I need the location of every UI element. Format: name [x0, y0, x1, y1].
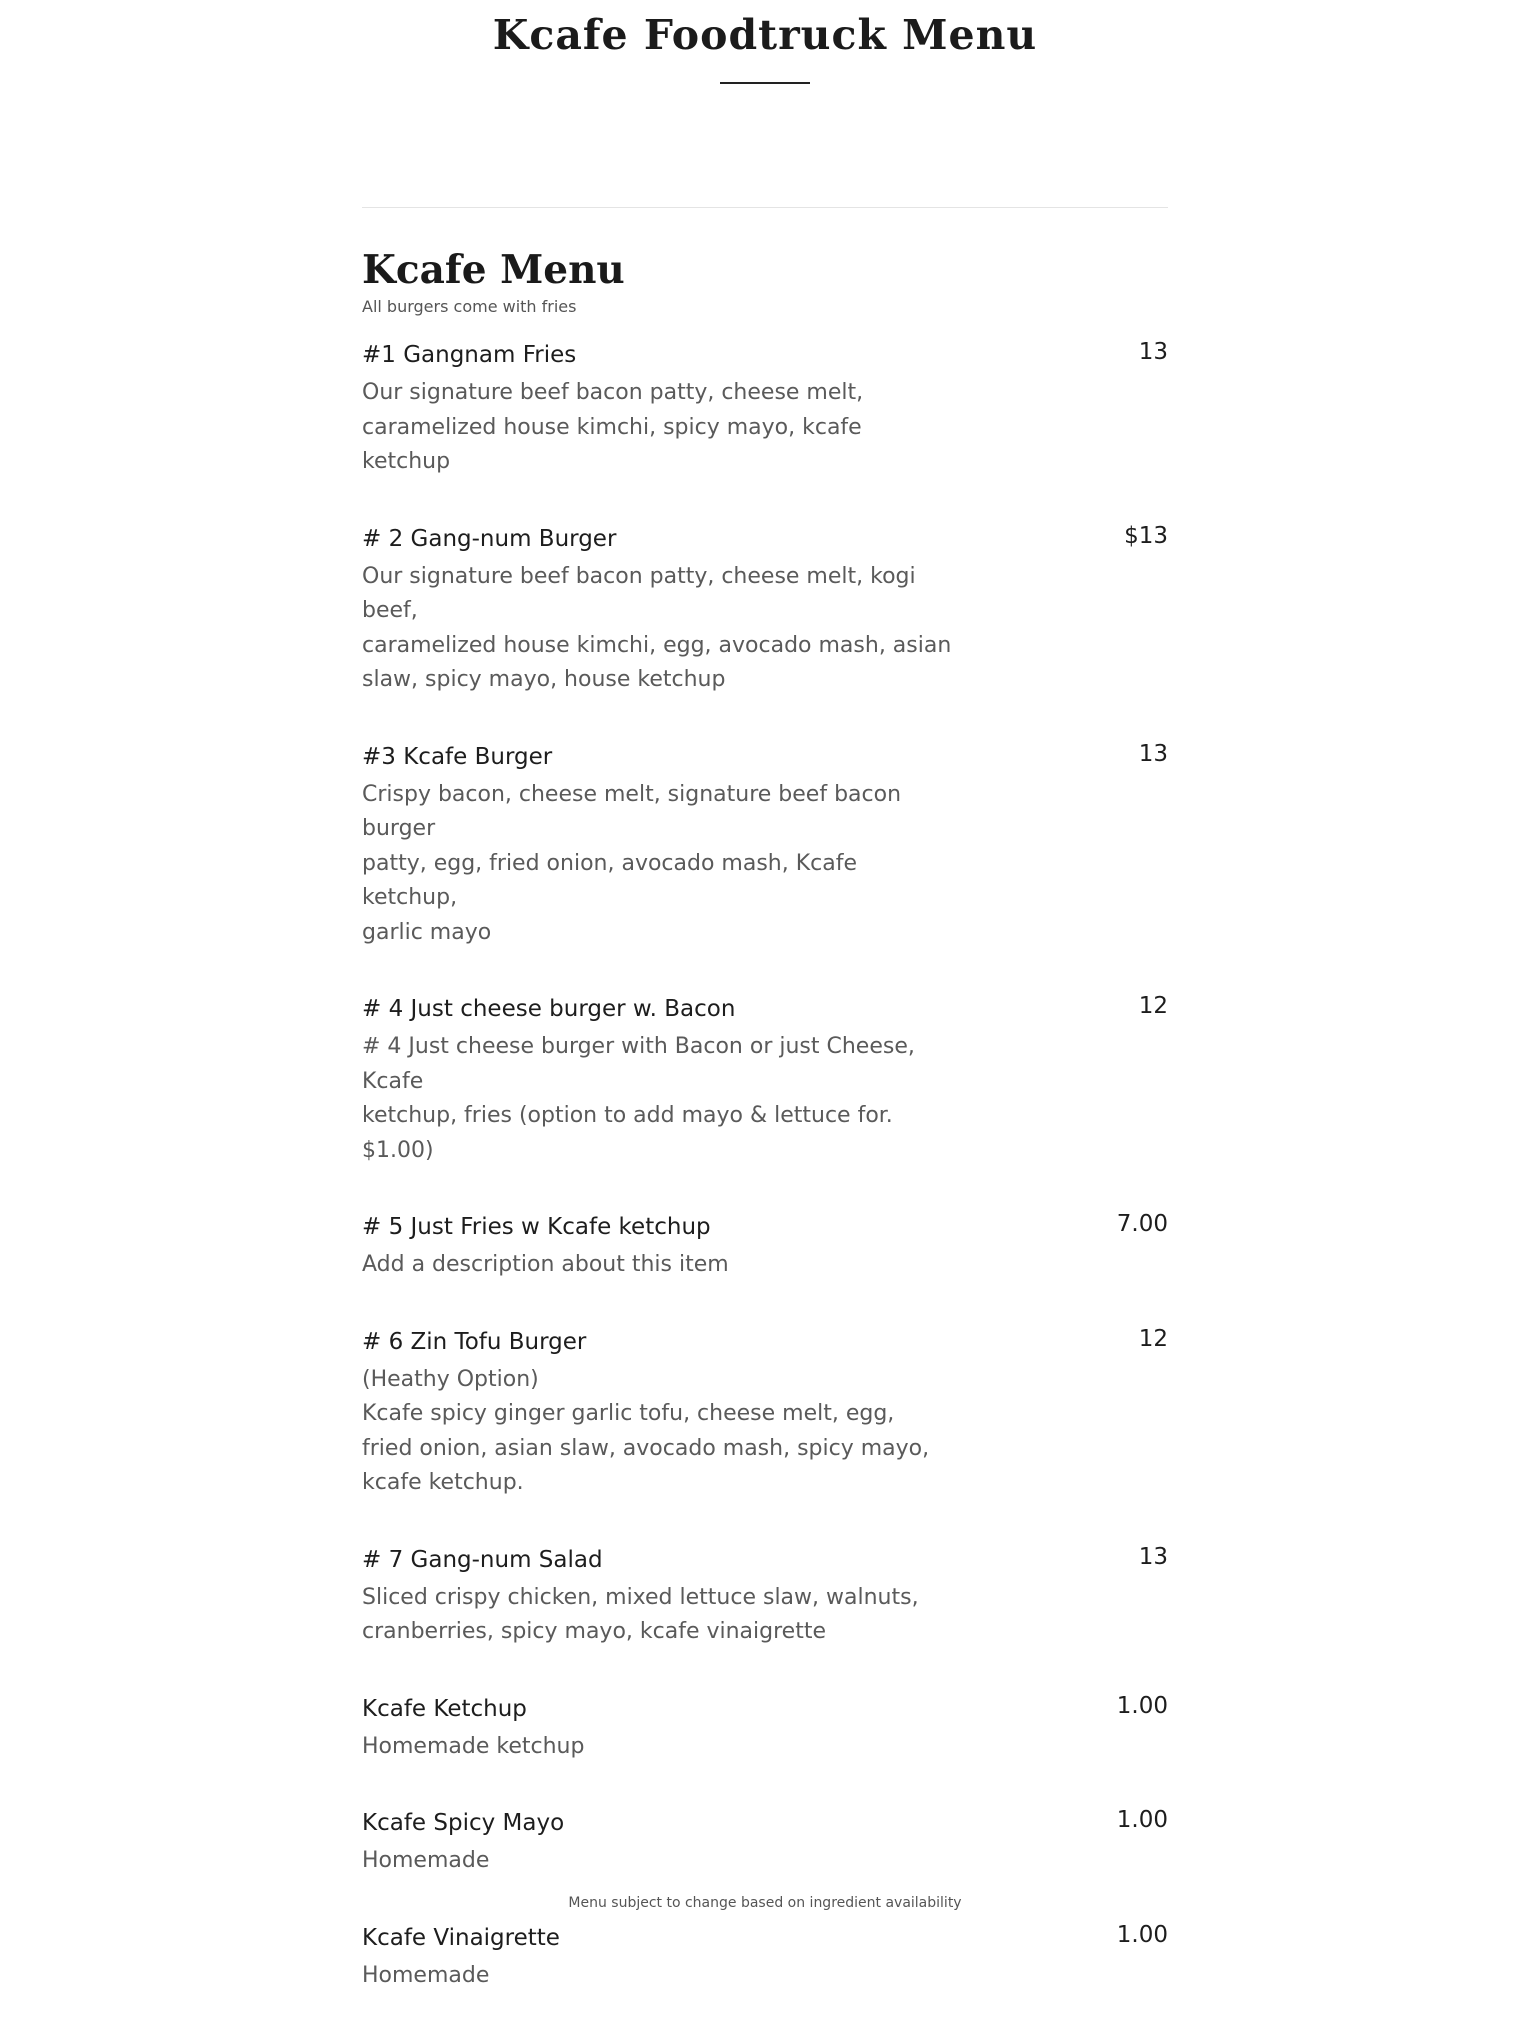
menu-item-description-line: slaw, spicy mayo, house ketchup [362, 667, 726, 692]
menu-item [362, 992, 1168, 1168]
page-header [0, 0, 1530, 84]
menu-item-name: Kcafe Spicy Mayo [362, 1810, 565, 1836]
menu-item-name: # 6 Zin Tofu Burger [362, 1328, 587, 1355]
menu-item [362, 522, 1168, 698]
menu-item-description-line: (Heathy Option) [362, 1366, 539, 1392]
menu-item [362, 338, 1168, 480]
menu-item-description-line: Homemade [362, 1848, 490, 1873]
menu-item-description-line: Our signature beef bacon patty, cheese melt, kogi beef, [362, 563, 916, 623]
menu-item-price: $13 [1124, 522, 1168, 549]
menu-item-description-line: caramelized house kimchi, spicy mayo, kcafe ketchup [362, 414, 862, 474]
menu-item-description [362, 1248, 952, 1283]
menu-item-name: Kcafe Vinaigrette [362, 1924, 560, 1951]
menu-item-description-line: Homemade [362, 1962, 490, 1988]
menu-item [362, 1692, 1168, 1765]
menu-item-description-line: Crispy bacon, cheese melt, signature beef bacon burger [362, 781, 902, 841]
menu-item-price: 13 [1138, 1543, 1168, 1570]
menu-item-description-line: patty, egg, fried onion, avocado mash, Kcafe ketchup, [362, 850, 857, 910]
menu-item-description-line: Sliced crispy chicken, mixed lettuce slaw, walnuts, [362, 1584, 919, 1610]
menu-item-description [362, 1730, 952, 1765]
menu-item-description-line: caramelized house kimchi, egg, avocado mash, asian [362, 632, 952, 658]
menu-item-description-line: garlic mayo [362, 919, 492, 945]
menu-item-description-line: Add a description about this item [362, 1252, 729, 1277]
menu-item-description [362, 1030, 952, 1168]
footer-note: Menu subject to change based on ingredient availability [568, 1895, 962, 1911]
menu-item-description [362, 560, 952, 698]
menu-item-description-line: Homemade ketchup [362, 1733, 585, 1759]
menu-item-price: 1.00 [1116, 1692, 1168, 1719]
menu-item-description-line: Our signature beef bacon patty, cheese melt, [362, 380, 864, 405]
menu-item-description-line: Kcafe spicy ginger garlic tofu, cheese melt, egg, [362, 1401, 895, 1426]
menu-item-price: 12 [1138, 1325, 1168, 1352]
menu-item [362, 1210, 1168, 1283]
menu-item-description [362, 1844, 952, 1879]
menu-item-description-line: fried onion, asian slaw, avocado mash, spicy mayo, [362, 1435, 930, 1461]
menu-items-list [362, 338, 1168, 1993]
menu-item-name: # 2 Gang-num Burger [362, 525, 617, 552]
menu-item-price: 13 [1138, 740, 1168, 767]
menu-item-description-line: cranberries, spicy mayo, kcafe vinaigrette [362, 1619, 826, 1644]
menu-item [362, 1543, 1168, 1650]
menu-item-name: # 5 Just Fries w Kcafe ketchup [362, 1214, 711, 1240]
menu-item-description [362, 1959, 952, 1994]
menu-item [362, 1921, 1168, 1994]
menu-item-name: #1 Gangnam Fries [362, 342, 577, 368]
menu-section [362, 246, 1168, 2035]
menu-item-description [362, 1581, 952, 1650]
menu-subtitle: All burgers come with fries [362, 297, 577, 316]
menu-item-description-line: kcafe ketchup. [362, 1470, 524, 1495]
section-divider [362, 207, 1168, 208]
menu-title: Kcafe Menu [362, 247, 625, 293]
menu-item-description-line: # 4 Just cheese burger with Bacon or just Cheese, Kcafe [362, 1034, 915, 1094]
menu-item-price: 1.00 [1116, 1921, 1168, 1948]
menu-item [362, 1325, 1168, 1501]
menu-item [362, 1806, 1168, 1879]
menu-item-description-line: ketchup, fries (option to add mayo & lettuce for. $1.00) [362, 1103, 893, 1163]
menu-item-description [362, 1363, 952, 1501]
menu-item-name: # 7 Gang-num Salad [362, 1546, 603, 1573]
menu-item-name: # 4 Just cheese burger w. Bacon [362, 996, 736, 1022]
menu-item-price: 7.00 [1116, 1211, 1168, 1237]
menu-item-price: 12 [1138, 993, 1168, 1019]
title-underline [720, 82, 810, 84]
menu-item [362, 740, 1168, 951]
page-title: Kcafe Foodtruck Menu [492, 11, 1038, 59]
menu-item-description [362, 778, 952, 951]
menu-item-name: #3 Kcafe Burger [362, 743, 553, 770]
menu-item-name: Kcafe Ketchup [362, 1695, 527, 1722]
menu-item-price: 13 [1138, 339, 1168, 365]
menu-item-price: 1.00 [1116, 1807, 1168, 1833]
menu-item-description [362, 376, 952, 480]
